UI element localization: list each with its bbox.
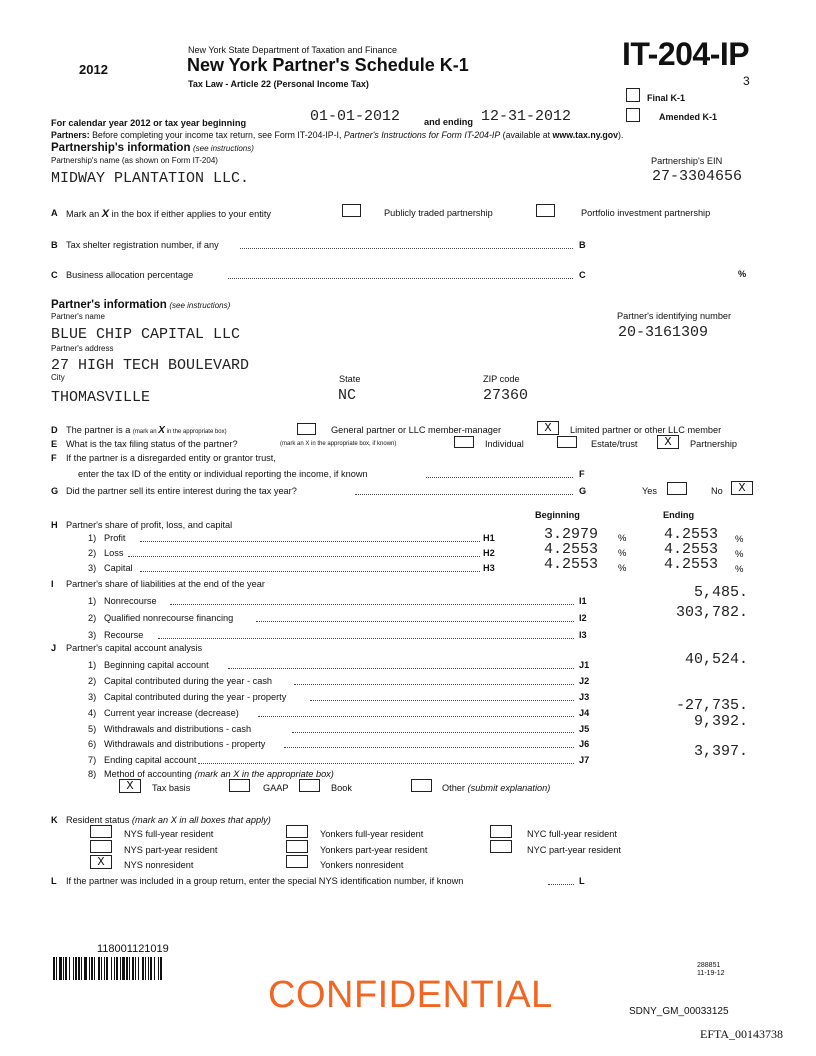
barcode-bar bbox=[75, 957, 77, 980]
line-j-row-leader bbox=[228, 661, 574, 669]
portfolio-investment-checkbox[interactable] bbox=[536, 204, 555, 217]
partnership-heading bbox=[51, 142, 254, 154]
line-f-letter: F bbox=[51, 453, 57, 463]
partner-heading-text: Partner's information bbox=[51, 299, 167, 311]
nys-part-year-checkbox[interactable] bbox=[90, 840, 112, 853]
copy-number: 3 bbox=[743, 74, 750, 88]
line-h-row-end[interactable]: 4.2553 bbox=[663, 556, 718, 573]
line-j-row-leader bbox=[284, 740, 574, 748]
barcode-bar bbox=[59, 957, 62, 980]
barcode-bar bbox=[114, 957, 115, 980]
partnership-ein-label: Partnership's EIN bbox=[651, 156, 723, 166]
period-begin-label: For calendar year 2012 or tax year beginning bbox=[51, 118, 247, 128]
line-a-label-post: in the box if either applies to your entity bbox=[109, 209, 271, 219]
line-j-row-leader bbox=[310, 693, 574, 701]
barcode-bar bbox=[138, 957, 139, 980]
nyc-full-year-label: NYC full-year resident bbox=[527, 829, 617, 839]
line-j-row-code: J6 bbox=[579, 739, 590, 749]
partnership-name-label: Partnership's name (as shown on Form IT-204) bbox=[51, 156, 218, 165]
line-k-label bbox=[66, 815, 271, 825]
line-j-row-label: Withdrawals and distributions - property bbox=[104, 739, 266, 749]
line-d-label-small: (mark an bbox=[132, 429, 159, 435]
bates-number: SDNY_GM_00033125 bbox=[629, 1006, 729, 1017]
line-h-label: Partner's share of profit, loss, and capital bbox=[66, 520, 233, 530]
gaap-checkbox[interactable] bbox=[229, 779, 250, 792]
barcode-bar bbox=[69, 957, 70, 980]
barcode-bar bbox=[91, 957, 93, 980]
line-f-leader bbox=[426, 470, 573, 478]
barcode-bar bbox=[98, 957, 100, 980]
barcode-bar bbox=[65, 957, 67, 980]
line-h-row-end-unit: % bbox=[735, 534, 744, 545]
nys-nonresident-checkbox[interactable]: X bbox=[90, 855, 112, 869]
barcode-bar bbox=[106, 957, 108, 980]
line-i-letter: I bbox=[51, 579, 54, 589]
line-j-row-label: Withdrawals and distributions - cash bbox=[104, 724, 252, 734]
partners-note-italic: Partner's Instructions for Form IT-204-IP bbox=[343, 130, 501, 140]
line-a-label-pre: Mark an bbox=[66, 209, 102, 219]
line-j-row-label: Current year increase (decrease) bbox=[104, 708, 239, 718]
line-h-row-begin[interactable]: 4.2553 bbox=[543, 556, 598, 573]
line-j-row-code: J2 bbox=[579, 676, 590, 686]
barcode-bar bbox=[158, 957, 159, 980]
line-j-label: Partner's capital account analysis bbox=[66, 643, 203, 653]
line-h-row-code: H1 bbox=[483, 533, 495, 543]
line-h-row-begin[interactable]: 4.2553 bbox=[543, 541, 598, 558]
barcode-number: 118001121019 bbox=[97, 943, 169, 955]
line-j-row-code: J3 bbox=[579, 692, 590, 702]
line-g-yes-label: Yes bbox=[642, 486, 657, 496]
line-f-label2: enter the tax ID of the entity or individual reporting the income, if known bbox=[78, 469, 368, 479]
line-i-row-code: I3 bbox=[579, 630, 587, 640]
partnership-status-checkbox[interactable]: X bbox=[657, 435, 679, 449]
line-j-row-leader bbox=[258, 709, 574, 717]
other-label-note: (submit explanation) bbox=[467, 783, 551, 793]
partner-state[interactable]: NC bbox=[338, 387, 357, 404]
partner-state-label: State bbox=[339, 374, 361, 384]
period-begin[interactable]: 01-01-2012 bbox=[310, 108, 401, 125]
estate-trust-checkbox[interactable] bbox=[557, 436, 577, 448]
line-j-row-number: 5) bbox=[88, 724, 97, 734]
partner-city-label: City bbox=[51, 373, 65, 382]
line-j-row-label: Capital contributed during the year - cash bbox=[104, 676, 273, 686]
line-i-row-number: 2) bbox=[88, 613, 97, 623]
line-d-label-small2: in the appropriate box) bbox=[164, 429, 227, 435]
portfolio-investment-label: Portfolio investment partnership bbox=[581, 208, 711, 218]
partner-city[interactable]: THOMASVILLE bbox=[51, 389, 151, 406]
barcode-bar bbox=[94, 957, 95, 980]
line-h-row-label: Capital bbox=[104, 563, 133, 573]
period-end[interactable]: 12-31-2012 bbox=[481, 108, 572, 125]
line-h-row-leader bbox=[140, 534, 480, 542]
line-d-letter: D bbox=[51, 425, 58, 435]
other-label-text: Other bbox=[442, 783, 465, 793]
line-g-no-label: No bbox=[711, 486, 723, 496]
partners-note-bold: Partners: bbox=[51, 130, 90, 140]
nyc-full-year-checkbox[interactable] bbox=[490, 825, 512, 838]
line-j-row-leader bbox=[294, 677, 574, 685]
line-j-row-value[interactable]: 9,392. bbox=[693, 713, 748, 730]
line-h-row-number: 3) bbox=[88, 563, 97, 573]
barcode-bar bbox=[89, 957, 90, 980]
yonkers-full-year-label: Yonkers full-year resident bbox=[320, 829, 424, 839]
amended-k1-label: Amended K-1 bbox=[659, 112, 718, 122]
line-k-letter: K bbox=[51, 815, 58, 825]
line-g-letter: G bbox=[51, 486, 59, 496]
form-number: IT-204-IP bbox=[622, 36, 750, 72]
line-b-leader bbox=[240, 241, 573, 249]
line-c-code: C bbox=[579, 270, 586, 280]
book-checkbox[interactable] bbox=[299, 779, 320, 792]
line-j-row-code: J4 bbox=[579, 708, 590, 718]
line-f-label1: If the partner is a disregarded entity or grantor trust, bbox=[66, 453, 276, 463]
line-j-row-value[interactable]: 40,524. bbox=[684, 651, 748, 668]
partnership-name[interactable]: MIDWAY PLANTATION LLC. bbox=[51, 170, 250, 187]
line-l-code: L bbox=[579, 876, 585, 886]
tax-basis-checkbox[interactable]: X bbox=[119, 779, 141, 793]
line-i-row-code: I2 bbox=[579, 613, 587, 623]
line-c-leader bbox=[228, 271, 573, 279]
barcode-bar bbox=[122, 957, 125, 980]
partnership-status-label: Partnership bbox=[690, 439, 737, 449]
line-h-row-begin-unit: % bbox=[618, 563, 627, 574]
line-h-row-end-unit: % bbox=[735, 564, 744, 575]
line-d-label bbox=[66, 425, 227, 436]
line-j-row-label: Beginning capital account bbox=[104, 660, 209, 670]
nys-full-year-label: NYS full-year resident bbox=[124, 829, 214, 839]
line-h-row-number: 1) bbox=[88, 533, 97, 543]
line-i-row-value[interactable]: 303,782. bbox=[675, 604, 748, 621]
other-checkbox[interactable] bbox=[411, 779, 432, 792]
line-c-letter: C bbox=[51, 270, 58, 280]
partners-note bbox=[51, 130, 623, 140]
confidential-watermark: CONFIDENTIAL bbox=[268, 974, 553, 1016]
line-b-label: Tax shelter registration number, if any bbox=[66, 240, 219, 250]
general-partner-checkbox[interactable] bbox=[297, 423, 316, 435]
form-code: 288851 bbox=[697, 962, 721, 969]
line-h-row-begin-unit: % bbox=[618, 548, 627, 559]
partner-zip-label: ZIP code bbox=[483, 374, 520, 384]
other-label bbox=[442, 783, 550, 793]
yonkers-nonresident-checkbox[interactable] bbox=[286, 855, 308, 868]
line-i-row-label: Nonrecourse bbox=[104, 596, 157, 606]
barcode-bar bbox=[154, 957, 155, 980]
line-i-row-leader bbox=[170, 597, 574, 605]
final-k1-checkbox[interactable] bbox=[626, 88, 640, 102]
partners-note-text1: Before completing your income tax return, see Form IT-204-IP-I, bbox=[89, 130, 344, 140]
partner-heading-note: (see instructions) bbox=[169, 301, 231, 310]
period-end-label: and ending bbox=[424, 117, 473, 127]
line-e-label: What is the tax filing status of the partner? bbox=[66, 439, 238, 449]
barcode-graphic bbox=[53, 957, 213, 980]
line-i-row-value[interactable]: 5,485. bbox=[693, 584, 748, 601]
barcode-bar bbox=[111, 957, 112, 980]
line-j-row-value[interactable]: 3,397. bbox=[693, 743, 748, 760]
book-label: Book bbox=[331, 783, 352, 793]
barcode-bar bbox=[135, 957, 136, 980]
line-j-row-number: 2) bbox=[88, 676, 97, 686]
line-h-row-end-unit: % bbox=[735, 549, 744, 560]
line-i-row-number: 1) bbox=[88, 596, 97, 606]
line-j-row-label: Capital contributed during the year - property bbox=[104, 692, 287, 702]
line-h-col-begin: Beginning bbox=[535, 510, 580, 520]
line-b-letter: B bbox=[51, 240, 58, 250]
partner-name[interactable]: BLUE CHIP CAPITAL LLC bbox=[51, 326, 241, 343]
line-h-row-leader bbox=[140, 564, 480, 572]
line-j8-label-note: (mark an X in the appropriate box) bbox=[194, 769, 334, 779]
line-k-label-note: (mark an X in all boxes that apply) bbox=[131, 815, 271, 825]
nys-nonresident-label: NYS nonresident bbox=[124, 860, 194, 870]
barcode-bar bbox=[104, 957, 105, 980]
yonkers-nonresident-label: Yonkers nonresident bbox=[320, 860, 404, 870]
agency-name: New York State Department of Taxation and Finance bbox=[188, 45, 397, 55]
line-j-row-code: J5 bbox=[579, 724, 590, 734]
barcode bbox=[53, 957, 213, 980]
line-j-row-number: 3) bbox=[88, 692, 97, 702]
line-i-row-leader bbox=[158, 631, 574, 639]
nys-part-year-label: NYS part-year resident bbox=[124, 845, 218, 855]
barcode-bar bbox=[129, 957, 130, 980]
partner-zip[interactable]: 27360 bbox=[483, 387, 529, 404]
line-h-row-label: Loss bbox=[104, 548, 124, 558]
form-subtitle: Tax Law - Article 22 (Personal Income Tax) bbox=[188, 79, 369, 89]
line-h-row-begin-unit: % bbox=[618, 533, 627, 544]
publicly-traded-checkbox[interactable] bbox=[342, 204, 361, 217]
general-partner-label: General partner or LLC member-manager bbox=[331, 425, 502, 435]
nys-full-year-checkbox[interactable] bbox=[90, 825, 112, 838]
barcode-bar bbox=[145, 957, 146, 980]
individual-label: Individual bbox=[485, 439, 524, 449]
line-j-row-number: 4) bbox=[88, 708, 97, 718]
line-i-row-number: 3) bbox=[88, 630, 97, 640]
partners-note-text3: ). bbox=[618, 130, 624, 140]
partner-address[interactable]: 27 HIGH TECH BOULEVARD bbox=[51, 357, 250, 374]
barcode-bar bbox=[120, 957, 121, 980]
line-d-label-pre: The partner is a bbox=[66, 425, 133, 435]
line-h-row-number: 2) bbox=[88, 548, 97, 558]
partners-note-text2: (available at bbox=[500, 130, 553, 140]
line-a-label bbox=[66, 208, 271, 220]
barcode-bar bbox=[73, 957, 74, 980]
line-j-row-code: J1 bbox=[579, 660, 590, 670]
partnership-ein[interactable]: 27-3304656 bbox=[652, 168, 743, 185]
yonkers-part-year-label: Yonkers part-year resident bbox=[320, 845, 428, 855]
partner-id[interactable]: 20-3161309 bbox=[618, 324, 709, 341]
line-j-letter: J bbox=[51, 643, 57, 653]
line-i-row-label: Recourse bbox=[104, 630, 144, 640]
line-g-leader bbox=[355, 487, 573, 495]
partner-name-label: Partner's name bbox=[51, 312, 105, 321]
line-j-row-number: 1) bbox=[88, 660, 97, 670]
line-k-label-text: Resident status bbox=[66, 815, 130, 825]
line-f-code: F bbox=[579, 469, 585, 479]
barcode-bar bbox=[142, 957, 144, 980]
yonkers-full-year-checkbox[interactable] bbox=[286, 825, 308, 838]
barcode-bar bbox=[63, 957, 64, 980]
form-date-code: 11-19-12 bbox=[697, 970, 725, 977]
tax-basis-label: Tax basis bbox=[152, 783, 191, 793]
line-h-row-end[interactable]: 4.2553 bbox=[663, 526, 718, 543]
barcode-bar bbox=[150, 957, 152, 980]
line-j8-label-text: Method of accounting bbox=[104, 769, 192, 779]
line-h-row-code: H3 bbox=[483, 563, 495, 573]
line-a-letter: A bbox=[51, 208, 58, 218]
partnership-heading-text: Partnership's information bbox=[51, 142, 191, 154]
line-g-code: G bbox=[579, 486, 587, 496]
partner-heading bbox=[51, 299, 230, 311]
nyc-part-year-checkbox[interactable] bbox=[490, 840, 512, 853]
barcode-bar bbox=[101, 957, 102, 980]
line-c-unit: % bbox=[738, 269, 747, 279]
line-l-letter: L bbox=[51, 876, 57, 886]
line-j-row-code: J7 bbox=[579, 755, 590, 765]
line-h-letter: H bbox=[51, 520, 58, 530]
line-h-row-label: Profit bbox=[104, 533, 126, 543]
barcode-bar bbox=[126, 957, 128, 980]
nyc-part-year-label: NYC part-year resident bbox=[527, 845, 621, 855]
publicly-traded-label: Publicly traded partnership bbox=[384, 208, 493, 218]
barcode-bar bbox=[132, 957, 134, 980]
tax-website-link[interactable]: www.tax.ny.gov bbox=[552, 130, 619, 140]
line-j-row-label: Ending capital account bbox=[104, 755, 197, 765]
line-h-row-end[interactable]: 4.2553 bbox=[663, 541, 718, 558]
line-h-row-leader bbox=[128, 549, 480, 557]
barcode-bar bbox=[84, 957, 87, 980]
barcode-bar bbox=[81, 957, 82, 980]
line-h-row-begin[interactable]: 3.2979 bbox=[543, 526, 598, 543]
barcode-bar bbox=[53, 957, 55, 980]
barcode-bar bbox=[56, 957, 57, 980]
line-i-row-label: Qualified nonrecourse financing bbox=[104, 613, 234, 623]
barcode-bar bbox=[78, 957, 80, 980]
line-i-row-leader bbox=[256, 614, 574, 622]
line-g-yes-checkbox[interactable] bbox=[667, 482, 687, 495]
line-b-code: B bbox=[579, 240, 586, 250]
line-j-row-number: 7) bbox=[88, 755, 97, 765]
gaap-label: GAAP bbox=[263, 783, 289, 793]
line-i-label: Partner's share of liabilities at the end of the year bbox=[66, 579, 265, 589]
line-g-label: Did the partner sell its entire interest during the tax year? bbox=[66, 486, 297, 496]
barcode-bar bbox=[116, 957, 118, 980]
line-j-row-leader bbox=[198, 756, 574, 764]
line-l-leader bbox=[548, 877, 574, 885]
line-j-row-leader bbox=[292, 725, 574, 733]
partner-id-label: Partner's identifying number bbox=[617, 311, 732, 321]
line-e-letter: E bbox=[51, 439, 58, 449]
line-d-label-x: X bbox=[158, 425, 165, 436]
line-j-row-value[interactable]: -27,735. bbox=[675, 697, 748, 714]
form-title: New York Partner's Schedule K-1 bbox=[187, 55, 469, 75]
partner-address-label: Partner's address bbox=[51, 344, 114, 353]
efta-number: EFTA_00143738 bbox=[700, 1027, 784, 1041]
line-i-row-code: I1 bbox=[579, 596, 587, 606]
line-g-no-checkbox[interactable]: X bbox=[731, 481, 753, 495]
partnership-heading-note: (see instructions) bbox=[193, 144, 254, 153]
line-l-label: If the partner was included in a group return, enter the special NYS identification number, if known bbox=[66, 876, 464, 886]
limited-partner-checkbox[interactable]: X bbox=[537, 421, 559, 435]
line-c-label: Business allocation percentage bbox=[66, 270, 194, 280]
individual-checkbox[interactable] bbox=[454, 436, 474, 448]
line-a-label-x: X bbox=[101, 208, 110, 220]
amended-k1-checkbox[interactable] bbox=[626, 108, 640, 122]
limited-partner-label: Limited partner or other LLC member bbox=[570, 425, 722, 435]
line-j-row-number: 6) bbox=[88, 739, 97, 749]
line-e-note: (mark an X in the appropriate box, if known) bbox=[280, 441, 397, 447]
barcode-bar bbox=[160, 957, 162, 980]
form-year: 2012 bbox=[79, 62, 108, 77]
line-h-col-end: Ending bbox=[663, 510, 695, 520]
line-h-row-code: H2 bbox=[483, 548, 495, 558]
estate-trust-label: Estate/trust bbox=[591, 439, 638, 449]
final-k1-label: Final K-1 bbox=[647, 93, 686, 103]
barcode-bar bbox=[148, 957, 149, 980]
line-j8-label bbox=[104, 769, 334, 779]
yonkers-part-year-checkbox[interactable] bbox=[286, 840, 308, 853]
line-j8-number: 8) bbox=[88, 769, 97, 779]
